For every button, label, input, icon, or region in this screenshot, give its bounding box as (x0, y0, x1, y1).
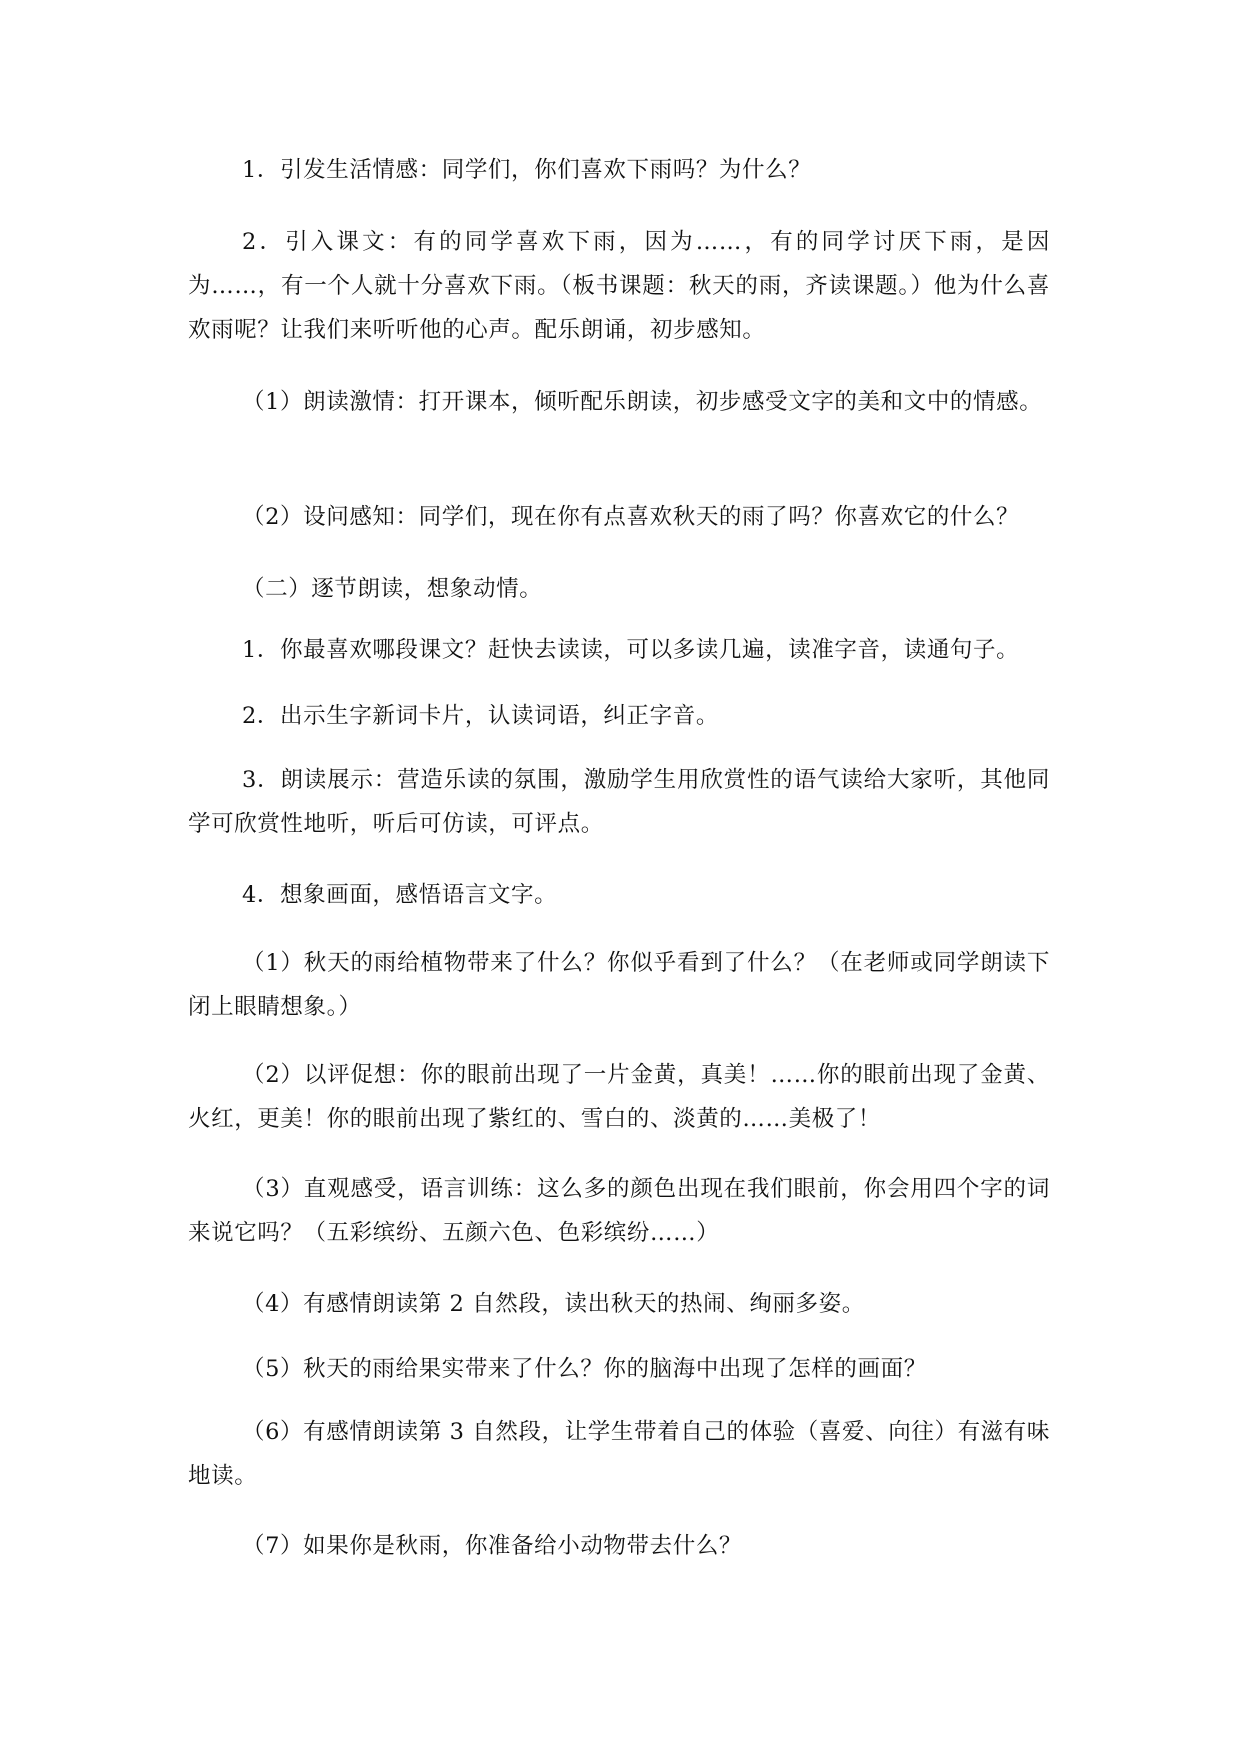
paragraph-5: （二）逐节朗读，想象动情。 (242, 576, 543, 602)
paragraph-15: （6）有感情朗读第 3 自然段，让学生带着自己的体验（喜爱、向往）有滋有味地读。 (188, 1419, 1050, 1489)
paragraph-16: （7）如果你是秋雨，你准备给小动物带去什么？ (242, 1533, 743, 1559)
paragraph-14: （5）秋天的雨给果实带来了什么？你的脑海中出现了怎样的画面？ (242, 1356, 927, 1382)
paragraph-10: （1）秋天的雨给植物带来了什么？你似乎看到了什么？（在老师或同学朗读下闭上眼睛想象。） (188, 950, 1050, 1020)
paragraph-4: （2）设问感知：同学们，现在你有点喜欢秋天的雨了吗？你喜欢它的什么？ (242, 504, 1020, 530)
paragraph-6: 1．你最喜欢哪段课文？赶快去读读，可以多读几遍，读准字音，读通句子。 (242, 637, 1020, 663)
paragraph-1: 1．引发生活情感：同学们，你们喜欢下雨吗？为什么？ (242, 157, 812, 183)
paragraph-8: 3．朗读展示：营造乐读的氛围，激励学生用欣赏性的语气读给大家听，其他同学可欣赏性地听，听后可仿读，可评点。 (188, 767, 1050, 837)
paragraph-12: （3）直观感受，语言训练：这么多的颜色出现在我们眼前，你会用四个字的词来说它吗？（五彩缤纷、五颜六色、色彩缤纷……） (188, 1176, 1050, 1246)
paragraph-2: 2．引入课文：有的同学喜欢下雨，因为……，有的同学讨厌下雨，是因为……，有一个人就十分喜欢下雨。（板书课题：秋天的雨，齐读课题。）他为什么喜欢雨呢？让我们来听听他的心声。配乐朗诵，初步感知。 (188, 229, 1050, 343)
paragraph-13: （4）有感情朗读第 2 自然段，读出秋天的热闹、绚丽多姿。 (242, 1291, 865, 1317)
paragraph-9: 4．想象画面，感悟语言文字。 (242, 882, 558, 908)
paragraph-3: （1）朗读激情：打开课本，倾听配乐朗读，初步感受文字的美和文中的情感。 (242, 389, 1043, 415)
paragraph-7: 2．出示生字新词卡片，认读词语，纠正字音。 (242, 703, 719, 729)
paragraph-11: （2）以评促想：你的眼前出现了一片金黄，真美！……你的眼前出现了金黄、火红，更美！你的眼前出现了紫红的、雪白的、淡黄的……美极了！ (188, 1062, 1050, 1132)
